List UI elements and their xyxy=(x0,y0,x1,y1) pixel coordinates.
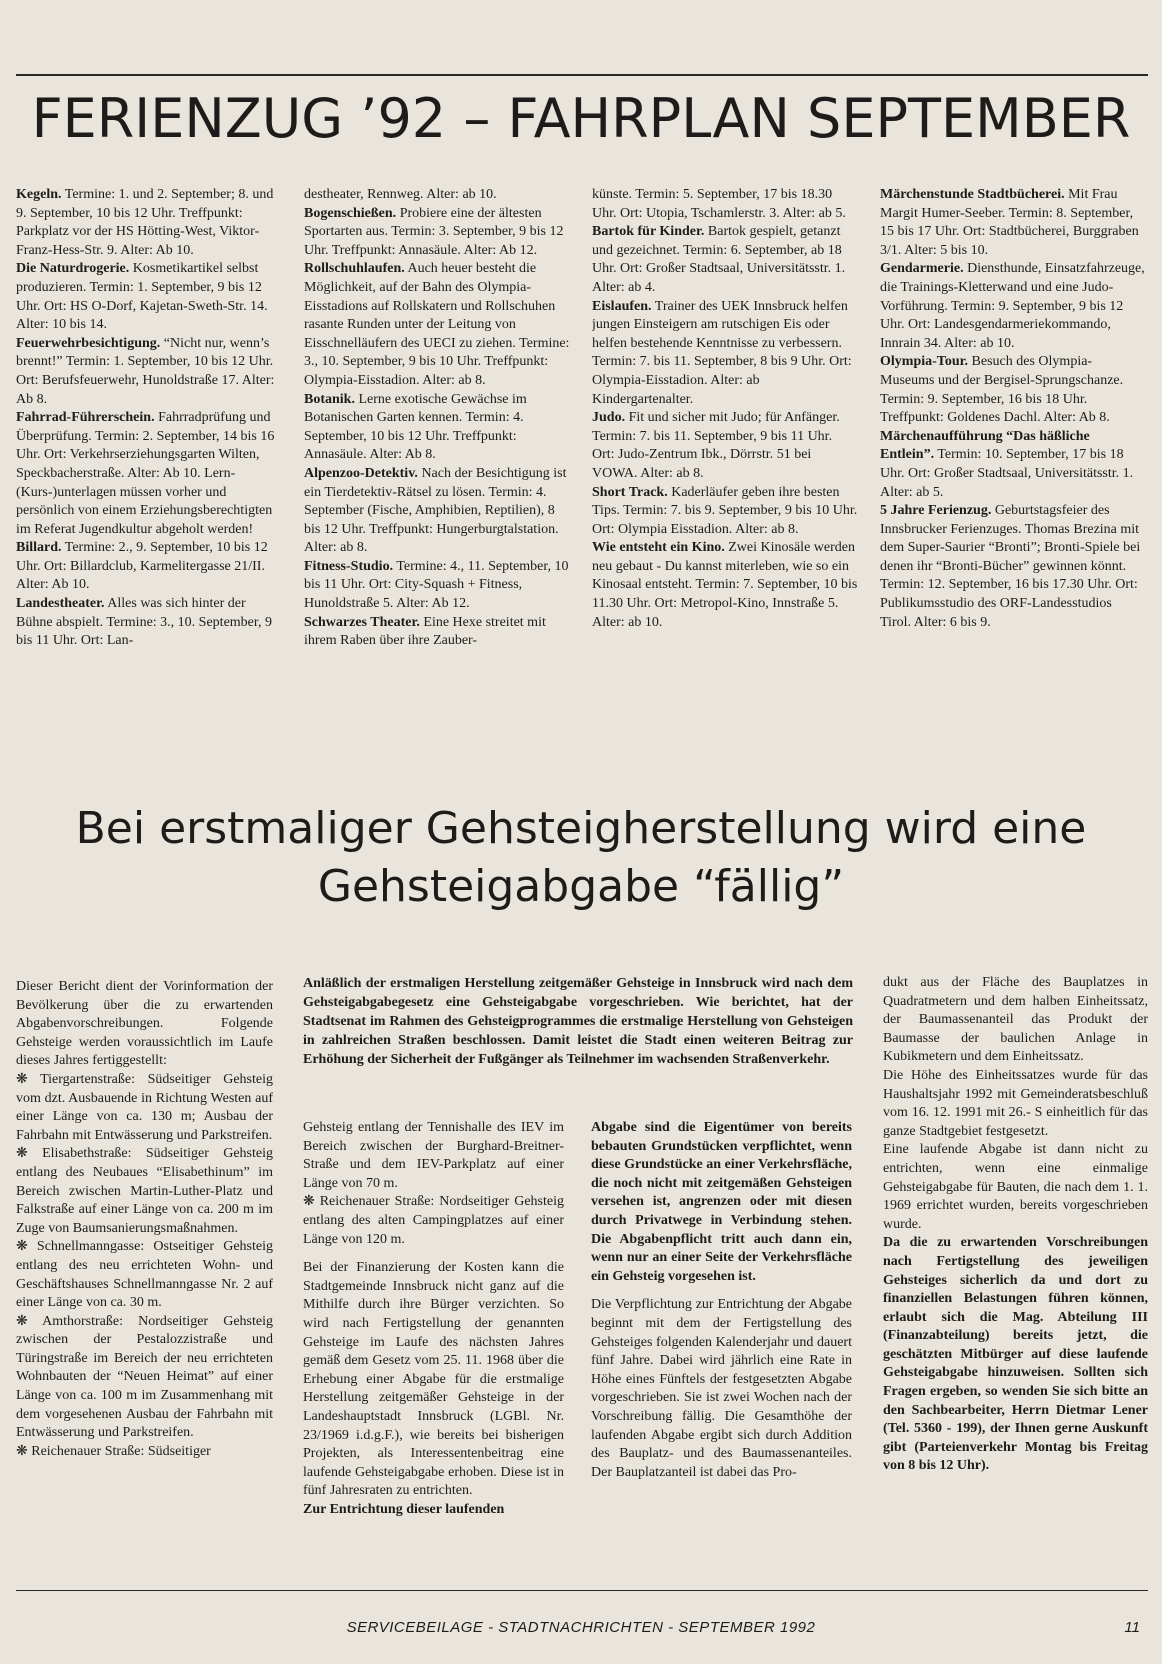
article-paragraph: Gehsteig entlang der Tennishalle des IEV im Bereich zwischen der Burghard-Breitner-Straße und dem IEV-Parkplatz auf einer Länge von 70 m. xyxy=(303,1120,564,1191)
footer-publication: SERVICEBEILAGE - STADTNACHRICHTEN - SEPTEMBER 1992 xyxy=(346,1619,816,1636)
gehsteig-middle-column-1 xyxy=(303,1119,564,1579)
schedule-entry-text: Fahrradprüfung und Überprüfung. Termin: 2. September, 14 bis 16 Uhr. Ort: Verkehrserziehungsgarten Wilten, Speckbacherstraße. Alter: Ab 10. Lern-(Kurs-)unterlagen müssen vorher und persönlich von einem Erziehungsberechtigten im Referat Jugendkultur abgeholt werden! xyxy=(16,410,275,537)
schedule-entry-title: Wie entsteht ein Kino. xyxy=(592,540,725,556)
schedule-entry xyxy=(304,465,570,558)
schedule-entry xyxy=(304,558,570,614)
schedule-entry-title: Landestheater. xyxy=(16,596,105,612)
schedule-entry xyxy=(16,335,282,409)
headline-ferienzug: FERIENZUG ’92 – FAHRPLAN SEPTEMBER xyxy=(31,87,1131,150)
article-paragraph: ❋ Reichenauer Straße: Südseitiger xyxy=(16,1443,211,1459)
gehsteig-middle-column-2 xyxy=(591,1119,852,1579)
article-paragraph: ❋ Schnellmanngasse: Ostseitiger Gehsteig entlang des neu errichteten Wohn- und Geschäftshauses Schnellmanngasse Nr. 2 auf einer Länge von ca. 30 m. xyxy=(16,1239,273,1311)
schedule-entry xyxy=(16,539,282,595)
schedule-entry-text: Mit Frau Margit Humer-Seeber. Termin: 8. September, 15 bis 17 Uhr. Ort: Stadtbücherei, Burggraben 3/1. Alter: 5 bis 10. xyxy=(880,187,1139,258)
gehsteig-right-bold: Da die zu erwartenden Vorschreibungen nach Fertigstellung des jeweiligen Gehsteiges sicherlich da und dort zu finanziellen Belastungen führen können, erlaubt sich die Mag. Abteilung III (Finanzabteilung) bereits jetzt, die geschätzten Mitbürger auf diese laufende Gehsteigabgabe hinzuweisen. Sollten sich Fragen ergeben, so wenden Sie sich bitte an den Sachbearbeiter, Herrn Dietmar Lener (Tel. 5360 - 199), der Ihnen gerne Auskunft gibt (Parteienverkehr Montag bis Freitag von 8 bis 12 Uhr). xyxy=(883,1235,1148,1474)
article-paragraph: Die Höhe des Einheitssatzes wurde für das Haushaltsjahr 1992 mit Gemeinderatsbeschluß vom 16. 12. 1991 mit 26.- S einheitlich für das ganze Stadtgebiet festgesetzt. xyxy=(883,1067,1148,1139)
schedule-entry-text: Termin: 10. September, 17 bis 18 Uhr. Ort: Großer Stadtsaal, Universitätsstr. 1. Alter: ab 5. xyxy=(880,447,1134,500)
schedule-entry-title: Feuerwehrbesichtigung. xyxy=(16,335,161,351)
schedule-entry-title: Schwarzes Theater. xyxy=(304,614,420,630)
schedule-entry-text: destheater, Rennweg. Alter: ab 10. xyxy=(304,187,497,202)
schedule-entry-text: Probiere eine der ältesten Sportarten aus. Termin: 3. September, 9 bis 12 Uhr. Treffpunkt: Annasäule. Alter: Ab 12. xyxy=(304,205,564,258)
schedule-entry-text: Alles was sich hinter der Bühne abspielt. Termine: 3., 10. September, 9 bis 11 Uhr. Ort: Lan- xyxy=(16,596,272,649)
schedule-entry-title: Judo. xyxy=(592,410,626,426)
schedule-entry xyxy=(16,595,282,651)
schedule-entry xyxy=(592,539,858,632)
ferienzug-column-4 xyxy=(880,186,1146,731)
schedule-entry-title: Die Naturdrogerie. xyxy=(16,261,130,277)
schedule-entry xyxy=(304,614,570,651)
schedule-entry-title: Botanik. xyxy=(304,391,355,407)
schedule-entry-text: Geburtstagsfeier des Innsbrucker Ferienzuges. Thomas Brezina mit dem Super-Saurier “Bronti”; Bronti-Spiele bei denen ihr “Bronti-Bücher” gewinnen könnt. Termin: 12. September, 16 bis 17.30 Uhr. Ort: Publikumsstudio des ORF-Landesstudios Tirol. Alter: 6 bis 9. xyxy=(880,503,1141,630)
schedule-entry-text: Termine: 1. und 2. September; 8. und 9. September, 10 bis 12 Uhr. Treffpunkt: Parkplatz vor der HS Hötting-West, Viktor-Franz-Hess-Str. 9. Alter: Ab 10. xyxy=(16,187,274,258)
schedule-entry xyxy=(304,391,570,465)
schedule-entry-text: “Nicht nur, wenn’s brennt!” Termin: 1. September, 10 bis 12 Uhr. Ort: Berufsfeuerwehr, Hunoldstraße 17. Alter: Ab 8. xyxy=(16,335,275,407)
schedule-entry xyxy=(16,186,282,260)
schedule-entry-title: Gendarmerie. xyxy=(880,261,964,277)
schedule-entry-text: Kaderläufer geben ihre besten Tips. Termin: 7. bis 9. September, 9 bis 10 Uhr. Ort: Olympia Eisstadion. Alter: ab 8. xyxy=(592,484,858,537)
page-number: 11 xyxy=(1124,1619,1140,1636)
headline-gehsteig: Bei erstmaliger Gehsteigherstellung wird eine Gehsteigabgabe “fällig” xyxy=(75,803,1087,912)
gehsteig-column-right xyxy=(883,974,1148,1579)
schedule-entry-title: Short Track. xyxy=(592,484,668,500)
schedule-entry-title: Kegeln. xyxy=(16,187,62,202)
schedule-entry-text: Besuch des Olympia-Museums und der Bergisel-Sprungschanze. Termin: 9. September, 16 bis 18 Uhr. Treffpunkt: Goldenes Dachl. Alter: Ab 8. xyxy=(880,354,1124,426)
article-paragraph: dukt aus der Fläche des Bauplatzes in Quadratmetern und dem halben Einheitssatz, der Baumassenanteil das Produkt der Baumasse der baulichen Anlage in Kubikmetern und dem Einheitssatz. xyxy=(883,975,1148,1065)
schedule-entry-title: Eislaufen. xyxy=(592,298,652,314)
ferienzug-schedule xyxy=(16,186,1148,731)
gehsteig-column-left xyxy=(16,978,273,1578)
schedule-entry xyxy=(592,186,858,223)
schedule-entry-text: Kosmetikartikel selbst produzieren. Termin: 1. September, 9 bis 12 Uhr. Ort: HS O-Dorf, Kajetan-Sweth-Str. 14. Alter: 10 bis 14. xyxy=(16,261,268,333)
schedule-entry xyxy=(592,484,858,540)
schedule-entry xyxy=(16,260,282,334)
gehsteig-mid2-text: Die Verpflichtung zur Entrichtung der Abgabe beginnt mit dem der Fertigstellung des Gehsteiges folgenden Kalenderjahr und dauert fünf Jahre. Dabei wird jährlich eine Rate in Höhe eines Fünftels der festgesetzten Abgabe vorgeschrieben. Sie ist zwei Wochen nach der Vorschreibung fällig. Die Gesamthöhe der laufenden Abgabe ergibt sich durch Addition des Bauplatz- und des Baumassenanteiles. Der Bauplatzanteil ist dabei das Pro- xyxy=(591,1297,852,1480)
schedule-entry xyxy=(880,428,1146,502)
gehsteig-mid2-bold: Abgabe sind die Eigentümer von bereits bebauten Grundstücken verpflichtet, wenn diese Grundstücke an einer Verkehrsfläche, die noch nicht mit zeitgemäßen Gehsteigen versehen ist, angrenzen oder mit diesen durch Privatwege in Verbindung stehen. Die Abgabenpflicht tritt auch dann ein, wenn nur an einer Seite der Verkehrsfläche ein Gehsteig vorgesehen ist. xyxy=(591,1120,852,1284)
article-paragraph: Eine laufende Abgabe ist dann nicht zu entrichten, wenn eine einmalige Gehsteigabgabe für Bauten, die nach dem 1. 1. 1969 errichtet wurden, bereits vorgeschrieben wurde. xyxy=(883,1142,1148,1232)
gehsteig-right-text xyxy=(883,974,1148,1579)
schedule-entry-text: Diensthunde, Einsatzfahrzeuge, die Trainings-Kletterwand und eine Judo-Vorführung. Termin: 9. September, 9 bis 12 Uhr. Ort: Landesgendarmeriekommando, Innrain 34. Alter: ab 10. xyxy=(880,261,1145,351)
gehsteig-middle-columns xyxy=(303,1119,853,1579)
top-rule xyxy=(16,74,1148,76)
schedule-entry-text: Bartok gespielt, getanzt und gezeichnet. Termin: 6. September, ab 18 Uhr. Ort: Großer Stadtsaal, Universitätsstr. 1. Alter: ab 4. xyxy=(592,224,846,295)
schedule-entry xyxy=(880,353,1146,427)
schedule-entry xyxy=(880,186,1146,260)
article-paragraph: ❋ Tiergartenstraße: Südseitiger Gehsteig vom dzt. Ausbauende in Richtung Westen auf einer Länge von ca. 130 m; Ausbau der Fahrbahn mit Entwässerung und Parkstreifen. xyxy=(16,1071,273,1143)
gehsteig-intro: Anläßlich der erstmaligen Herstellung zeitgemäßer Gehsteige in Innsbruck wird nach dem Gehsteigabgabegesetz eine Gehsteigabgabe vorgeschrieben. Wie berichtet, hat der Stadtsenat im Rahmen des Gehsteigprogrammes die erstmalige Herstellung von Gehsteigen in zahlreichen Straßen beschlossen. Damit leistet die Stadt einen weiteren Beitrag zur Erhöhung der Sicherheit der Fußgänger als Teilnehmer im wachsenden Straßenverkehr. xyxy=(303,976,853,1067)
schedule-entry xyxy=(880,260,1146,353)
schedule-entry-text: Lerne exotische Gewächse im Botanischen Garten kennen. Termin: 4. September, 10 bis 12 Uhr. Treffpunkt: Annasäule. Alter: Ab 8. xyxy=(304,391,527,463)
schedule-entry-title: Fitness-Studio. xyxy=(304,558,394,574)
schedule-entry-text: Termine: 4., 11. September, 10 bis 11 Uhr. Ort: City-Squash + Fitness, Hunoldstraße 5. Alter: Ab 12. xyxy=(304,558,569,612)
schedule-entry xyxy=(592,223,858,297)
schedule-entry-title: 5 Jahre Ferienzug. xyxy=(880,503,992,519)
schedule-entry-title: Märchenaufführung “Das häßliche Entlein”. xyxy=(880,428,1090,463)
schedule-entry xyxy=(304,260,570,390)
ferienzug-column-3 xyxy=(592,186,858,731)
gehsteig-mid1-bold: Zur Entrichtung dieser laufenden xyxy=(303,1501,505,1517)
schedule-entry-title: Billard. xyxy=(16,540,62,556)
ferienzug-column-1 xyxy=(16,186,282,731)
gehsteig-mid1-text xyxy=(303,1119,564,1501)
schedule-entry-title: Fahrrad-Führerschein. xyxy=(16,410,155,426)
schedule-entry-text: Nach der Besichtigung ist ein Tierdetektiv-Rätsel zu lösen. Termin: 4. September (Fische, Amphibien, Reptilien), 8 bis 12 Uhr. Treffpunkt: Hungerburgtalstation. Alter: ab 8. xyxy=(304,465,567,556)
schedule-entry-title: Olympia-Tour. xyxy=(880,354,969,370)
schedule-entry-text: Trainer des UEK Innsbruck helfen jungen Einsteigern am rutschigen Eis oder helfen bestehende Kenntnisse zu verbessern. Termin: 7. bis 11. September, 8 bis 9 Uhr. Ort: Olympia-Eisstadion. Alter: ab Kindergartenalter. xyxy=(592,298,852,407)
schedule-entry-title: Märchenstunde Stadtbücherei. xyxy=(880,187,1065,202)
schedule-entry xyxy=(880,502,1146,632)
gehsteig-left-text xyxy=(16,978,273,1578)
schedule-entry-title: Bogenschießen. xyxy=(304,205,397,221)
schedule-entry-text: Auch heuer besteht die Möglichkeit, auf der Bahn des Olympia-Eisstadions auf Rollskatern und Rollschuhen rasante Runden unter der Leitung von Eisschnelläufern des UECI zu ziehen. Termine: 3., 10. September, 9 bis 10 Uhr. Treffpunkt: Olympia-Eisstadion. Alter: ab 8. xyxy=(304,261,570,388)
bottom-rule xyxy=(16,1590,1148,1591)
schedule-entry-title: Bartok für Kinder. xyxy=(592,224,705,240)
schedule-entry xyxy=(304,186,570,205)
schedule-entry-title: Alpenzoo-Detektiv. xyxy=(304,465,418,481)
schedule-entry xyxy=(592,298,858,410)
gehsteig-right-paragraphs xyxy=(883,974,1148,1234)
article-paragraph: Bei der Finanzierung der Kosten kann die Stadtgemeinde Innsbruck nicht ganz auf die Mithilfe durch ihre Bürger verzichten. So wird nach Fertigstellung der genannten Gehsteige im Laufe des nächsten Jahres gemäß dem Gesetz vom 25. 11. 1968 über die Erhebung einer Abgabe für die erstmalige Herstellung zeitgemäßer Gehsteige in der Landeshauptstadt Innsbruck (LGBl. Nr. 23/1969 i.d.g.F.), wie bereits bei bisherigen Projekten, als Interessentenbeitrag eine laufende Gehsteigabgabe erhoben. Diese ist in fünf Jahresraten zu entrichten. xyxy=(303,1260,564,1499)
schedule-entry-text: künste. Termin: 5. September, 17 bis 18.30 Uhr. Ort: Utopia, Tschamlerstr. 3. Alter: ab 5. xyxy=(592,187,846,221)
schedule-entry-text: Termine: 2., 9. September, 10 bis 12 Uhr. Ort: Billardclub, Karmelitergasse 21/II. Alter: Ab 10. xyxy=(16,540,268,593)
schedule-entry-title: Rollschuhlaufen. xyxy=(304,261,405,277)
schedule-entry xyxy=(304,205,570,261)
schedule-entry xyxy=(592,409,858,483)
ferienzug-column-2 xyxy=(304,186,570,731)
schedule-entry-text: Fit und sicher mit Judo; für Anfänger. Termin: 7. bis 11. September, 9 bis 11 Uhr. Ort: Judo-Zentrum Ibk., Dörrstr. 51 bei VOWA. Alter: ab 8. xyxy=(592,410,840,481)
schedule-entry-text: Eine Hexe streitet mit ihrem Raben über ihre Zauber- xyxy=(304,614,546,649)
article-paragraph: ❋ Elisabethstraße: Südseitiger Gehsteig entlang des Neubaues “Elisabethinum” im Bereich zwischen Martin-Luther-Platz und Falkstraße auf einer Länge von ca. 200 m im Zuge von Baumsanierungsmaßnahmen. xyxy=(16,1146,273,1236)
schedule-entry-text: Zwei Kinosäle werden neu gebaut - Du kannst miterleben, wie so ein Kinosaal entsteht. Termin: 7. September, 10 bis 11.30 Uhr. Ort: Metropol-Kino, Innstraße 5. Alter: ab 10. xyxy=(592,540,858,630)
schedule-entry xyxy=(16,409,282,539)
article-paragraph: ❋ Reichenauer Straße: Nordseitiger Gehsteig entlang des alten Campingplatzes auf einer Länge von 120 m. xyxy=(303,1194,564,1247)
article-paragraph: ❋ Amthorstraße: Nordseitiger Gehsteig zwischen der Pestalozzistraße und Türingstraße im Bereich der neu errichteten Wohnbauten der “Neuen Heimat” auf einer Länge von ca. 100 m im Zusammenhang mit dem vorgesehenen Ausbau der Fahrbahn mit Entwässerung und Parkstreifen. xyxy=(16,1313,273,1441)
article-paragraph: Dieser Bericht dient der Vorinformation der Bevölkerung über die zu erwartenden Abgabenvorschreibungen. Folgende Gehsteige werden voraussichtlich im Laufe dieses Jahres fertiggestellt: xyxy=(16,979,273,1069)
